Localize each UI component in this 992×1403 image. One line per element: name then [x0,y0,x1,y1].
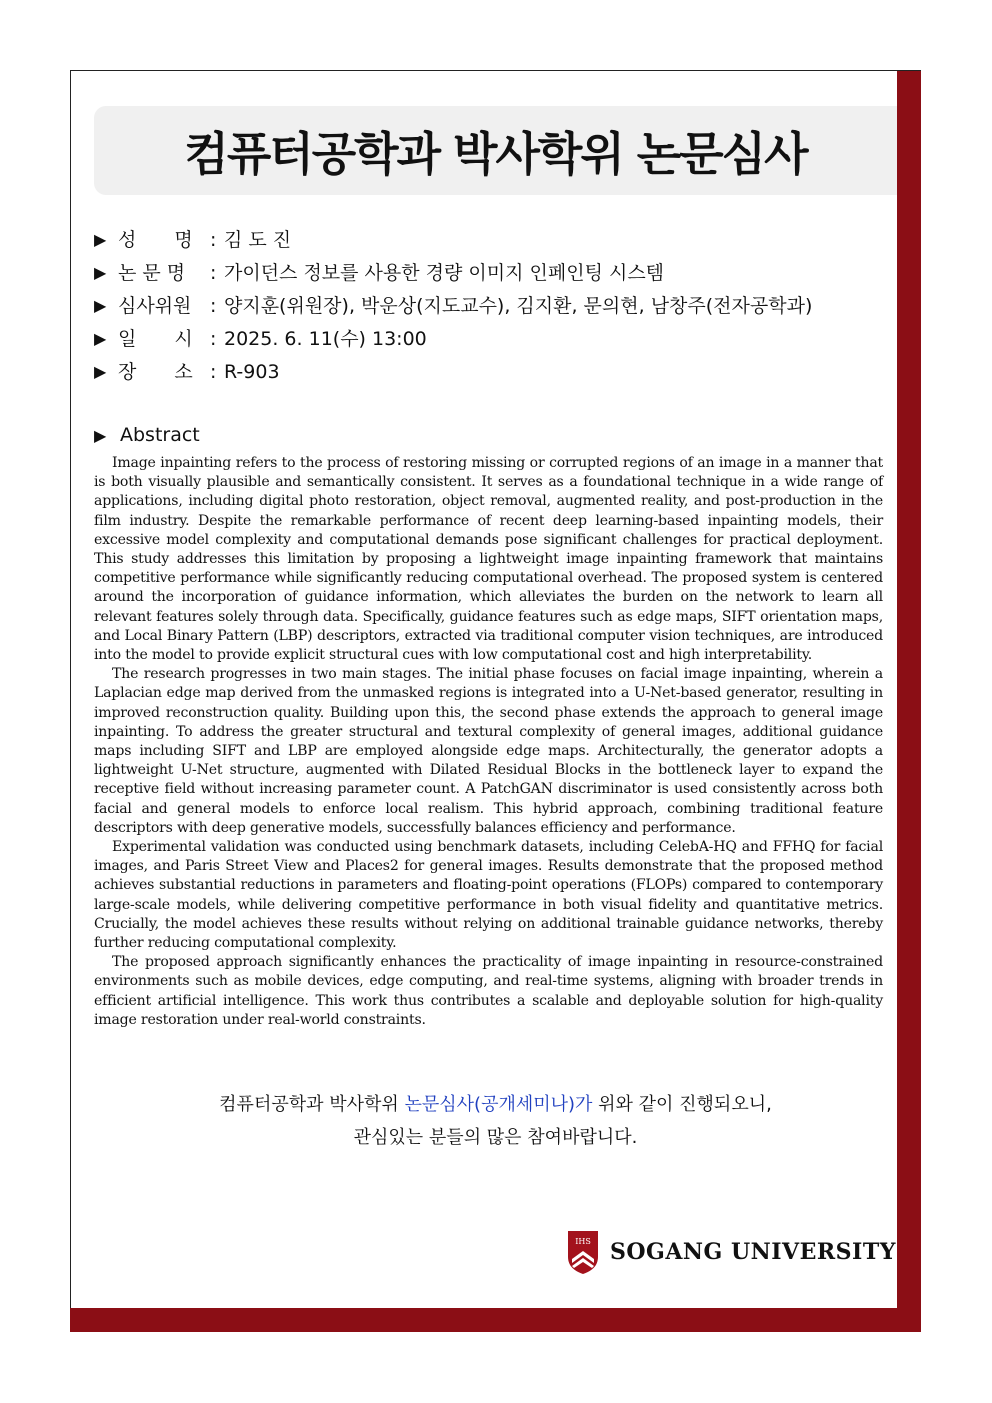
abstract-body [94,454,883,1030]
closing-text: 위와 같이 진행되오니, [592,1094,772,1115]
info-label: 일 시 [118,328,193,350]
info-label: 장 소 [118,361,193,383]
info-label: 심사위원 [118,295,192,317]
closing-highlight: 논문심사(공개세미나)가 [404,1094,593,1115]
colon: : [210,361,217,383]
arrow-icon: ▶ [94,263,107,282]
sogang-crest-icon [566,1229,600,1275]
right-accent-bar [897,71,921,1332]
info-list [94,226,894,391]
abstract-paragraph: The proposed approach significantly enhances the practicality of image inpainting in resource-constrained environments such as mobile devices, edge computing, and real-time systems, aligning with broader trends in efficient artificial intelligence. This work thus contributes a scalable and deployable solution for high-quality image restoration under real-world constraints. [94,954,883,1028]
info-value: 김 도 진 [224,229,292,251]
university-logo [566,1228,896,1276]
arrow-icon: ▶ [94,329,107,348]
crest-text: IHS [575,1237,591,1246]
colon: : [210,328,217,350]
info-row-datetime [94,325,894,358]
info-label: 논 문 명 [118,262,186,284]
bottom-accent-bar [70,1308,921,1332]
arrow-icon: ▶ [94,230,107,249]
colon: : [210,295,217,317]
info-value: R-903 [224,361,280,383]
university-name: SOGANG UNIVERSITY [610,1239,896,1265]
info-row-name [94,226,894,259]
info-row-location [94,358,894,391]
page-title: 컴퓨터공학과 박사학위 논문심사 [184,126,807,181]
abstract-heading-label: Abstract [120,424,200,446]
info-value: 2025. 6. 11(수) 13:00 [224,328,427,350]
closing-line-2: 관심있는 분들의 많은 참여바랍니다. [353,1127,638,1148]
info-row-committee [94,292,894,325]
info-row-thesis [94,259,894,292]
abstract-heading [94,424,200,446]
info-label: 성 명 [118,229,193,251]
arrow-icon: ▶ [94,362,107,381]
closing-text: 컴퓨터공학과 박사학위 [219,1094,405,1115]
info-value: 양지훈(위원장), 박운상(지도교수), 김지환, 문의현, 남창주(전자공학과) [224,295,813,317]
closing-message [94,1088,897,1154]
info-value: 가이던스 정보를 사용한 경량 이미지 인페인팅 시스템 [224,262,665,284]
abstract-paragraph: Image inpainting refers to the process of restoring missing or corrupted regions of an image in a manner that is both visually plausible and semantically consistent. It serves as a foundational technique in a wide range of applications, including digital photo restoration, object removal, augmented reality, and post-production in the film industry. Despite the remarkable performance of recent deep learning-based inpainting models, their excessive model complexity and computational demands pose significant challenges for practical deployment. This study addresses this limitation by proposing a lightweight image inpainting framework that maintains competitive performance while significantly reducing computational overhead. The proposed system is centered around the incorporation of guidance information, which alleviates the burden on the network to learn all relevant features solely through data. Specifically, guidance features such as edge maps, SIFT orientation maps, and Local Binary Pattern (LBP) descriptors, extracted via traditional computer vision techniques, are introduced into the model to provide explicit structural cues with low computational cost and high interpretability. [94,455,883,664]
arrow-icon: ▶ [94,296,107,315]
closing-line-1 [94,1088,897,1121]
abstract-paragraph: The research progresses in two main stages. The initial phase focuses on facial image inpainting, wherein a Laplacian edge map derived from the unmasked regions is integrated into a U-Net-based generator, resulting in improved reconstruction quality. Building upon this, the second phase extends the approach to general image inpainting. To address the greater structural and textural complexity of general images, additional guidance maps including SIFT and LBP are employed alongside edge maps. Architecturally, the generator adopts a lightweight U-Net structure, augmented with Dilated Residual Blocks in the bottleneck layer to expand the receptive field without increasing parameter count. A PatchGAN discriminator is used consistently across both facial and general models to enforce local realism. This hybrid approach, combining traditional feature descriptors with deep generative models, successfully balances efficiency and performance. [94,666,883,836]
abstract-paragraph: Experimental validation was conducted using benchmark datasets, including CelebA-HQ and FFHQ for facial images, and Paris Street View and Places2 for general images. Results demonstrate that the proposed method achieves substantial reductions in parameters and floating-point operations (FLOPs) compared to contemporary large-scale models, while delivering competitive performance in both visual fidelity and quantitative metrics. Crucially, the model achieves these results without relying on additional trainable guidance networks, thereby further reducing computational complexity. [94,839,883,952]
colon: : [210,262,217,284]
colon: : [210,229,217,251]
arrow-icon: ▶ [94,425,107,445]
